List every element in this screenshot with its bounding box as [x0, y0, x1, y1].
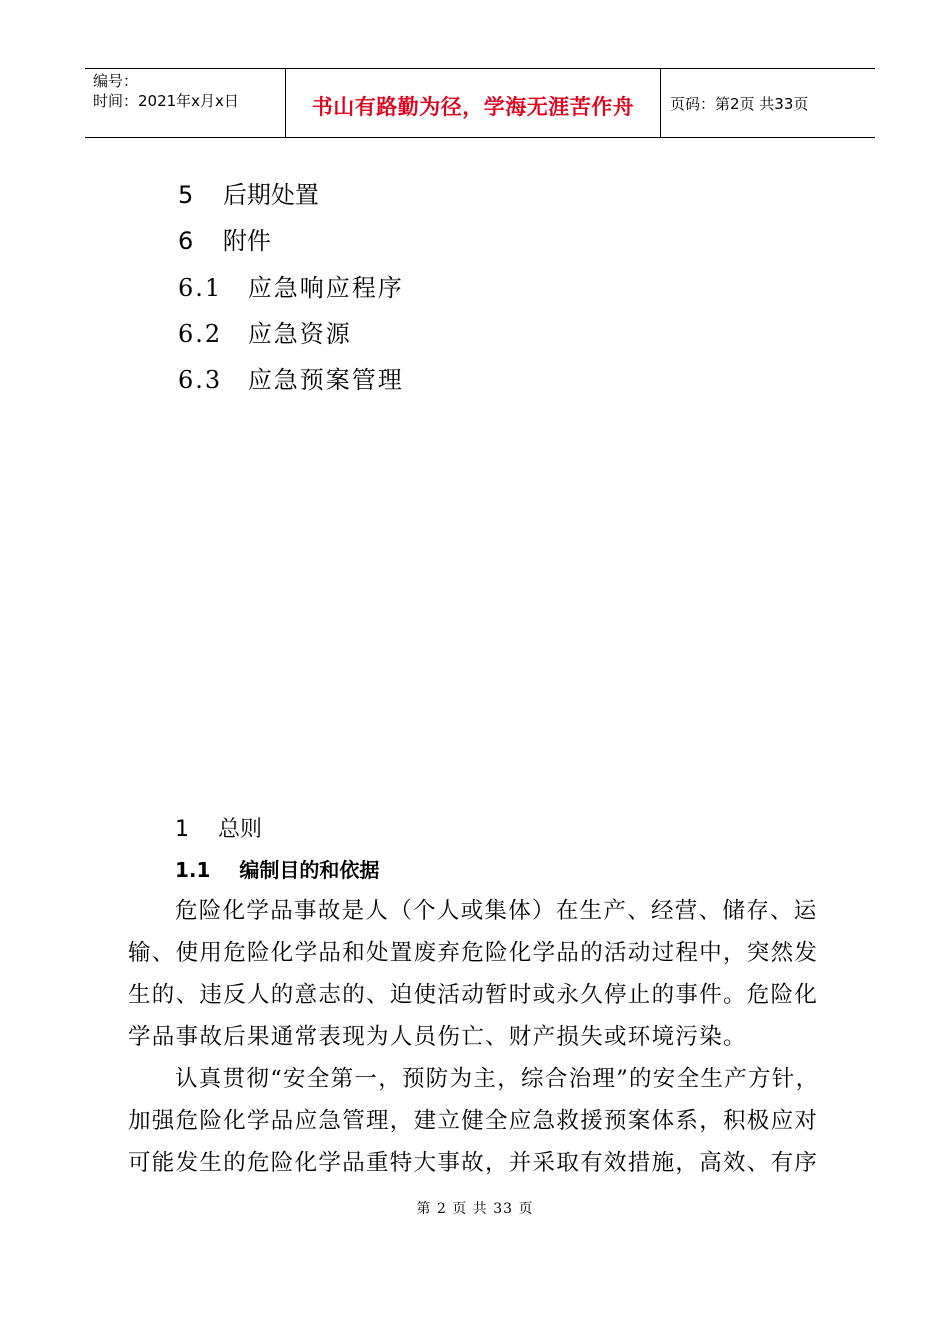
document-header — [85, 68, 875, 138]
header-motto-cell — [285, 69, 661, 137]
header-page-cell — [660, 69, 875, 137]
body-paragraph: 认真贯彻“安全第一，预防为主，综合治理”的安全生产方针，加强危险化学品应急管理，建立健全应急救援预案体系，积极应对可能发生的危险化学品重特大事故，并采取有效措施，高效、有序 — [128, 1066, 820, 1176]
page-footer: 第 2 页 共 33 页 — [416, 1201, 534, 1217]
toc-subitem — [178, 365, 404, 395]
subsection-heading-title: 编制目的和依据 — [239, 858, 380, 882]
header-motto: 书山有路勤为径，学海无涯苦作舟 — [311, 95, 635, 119]
toc-subitem — [178, 319, 352, 349]
toc-subitem-number: 6.2 — [178, 320, 223, 348]
header-page-info: 页码：第2页 共33页 — [670, 95, 809, 113]
toc-subitem-number: 6.1 — [178, 274, 223, 302]
body-paragraph: 危险化学品事故是人（个人或集体）在生产、经营、储存、运输、使用危险化学品和处置废弃危险化学品的活动过程中，突然发生的、违反人的意志的、迫使活动暂时或永久停止的事件。危险化学品事故后果通常表现为人员伤亡、财产损失或环境污染。 — [128, 898, 819, 1050]
section-heading-number: 1 — [175, 817, 189, 842]
doc-time-label: 时间：2021年x月x日 — [93, 92, 239, 110]
toc-subitem-label: 应急响应程序 — [247, 274, 404, 302]
section-heading-title: 总则 — [218, 817, 263, 842]
section-heading — [175, 812, 262, 843]
header-left-cell — [85, 69, 285, 137]
toc-subitem — [178, 273, 404, 303]
toc-item-number: 5 — [178, 181, 194, 209]
toc-item-number: 6 — [178, 227, 194, 255]
toc-subitem-number: 6.3 — [178, 366, 223, 394]
toc-item-label: 后期处置 — [222, 181, 319, 209]
subsection-heading — [175, 854, 379, 883]
toc-item — [178, 180, 319, 210]
toc-item — [178, 226, 271, 256]
toc-subitem-label: 应急预案管理 — [247, 366, 404, 394]
toc-subitem-label: 应急资源 — [247, 320, 352, 348]
doc-number-label: 编号： — [93, 72, 139, 90]
toc-item-label: 附件 — [222, 227, 271, 255]
subsection-heading-number: 1.1 — [175, 858, 211, 882]
